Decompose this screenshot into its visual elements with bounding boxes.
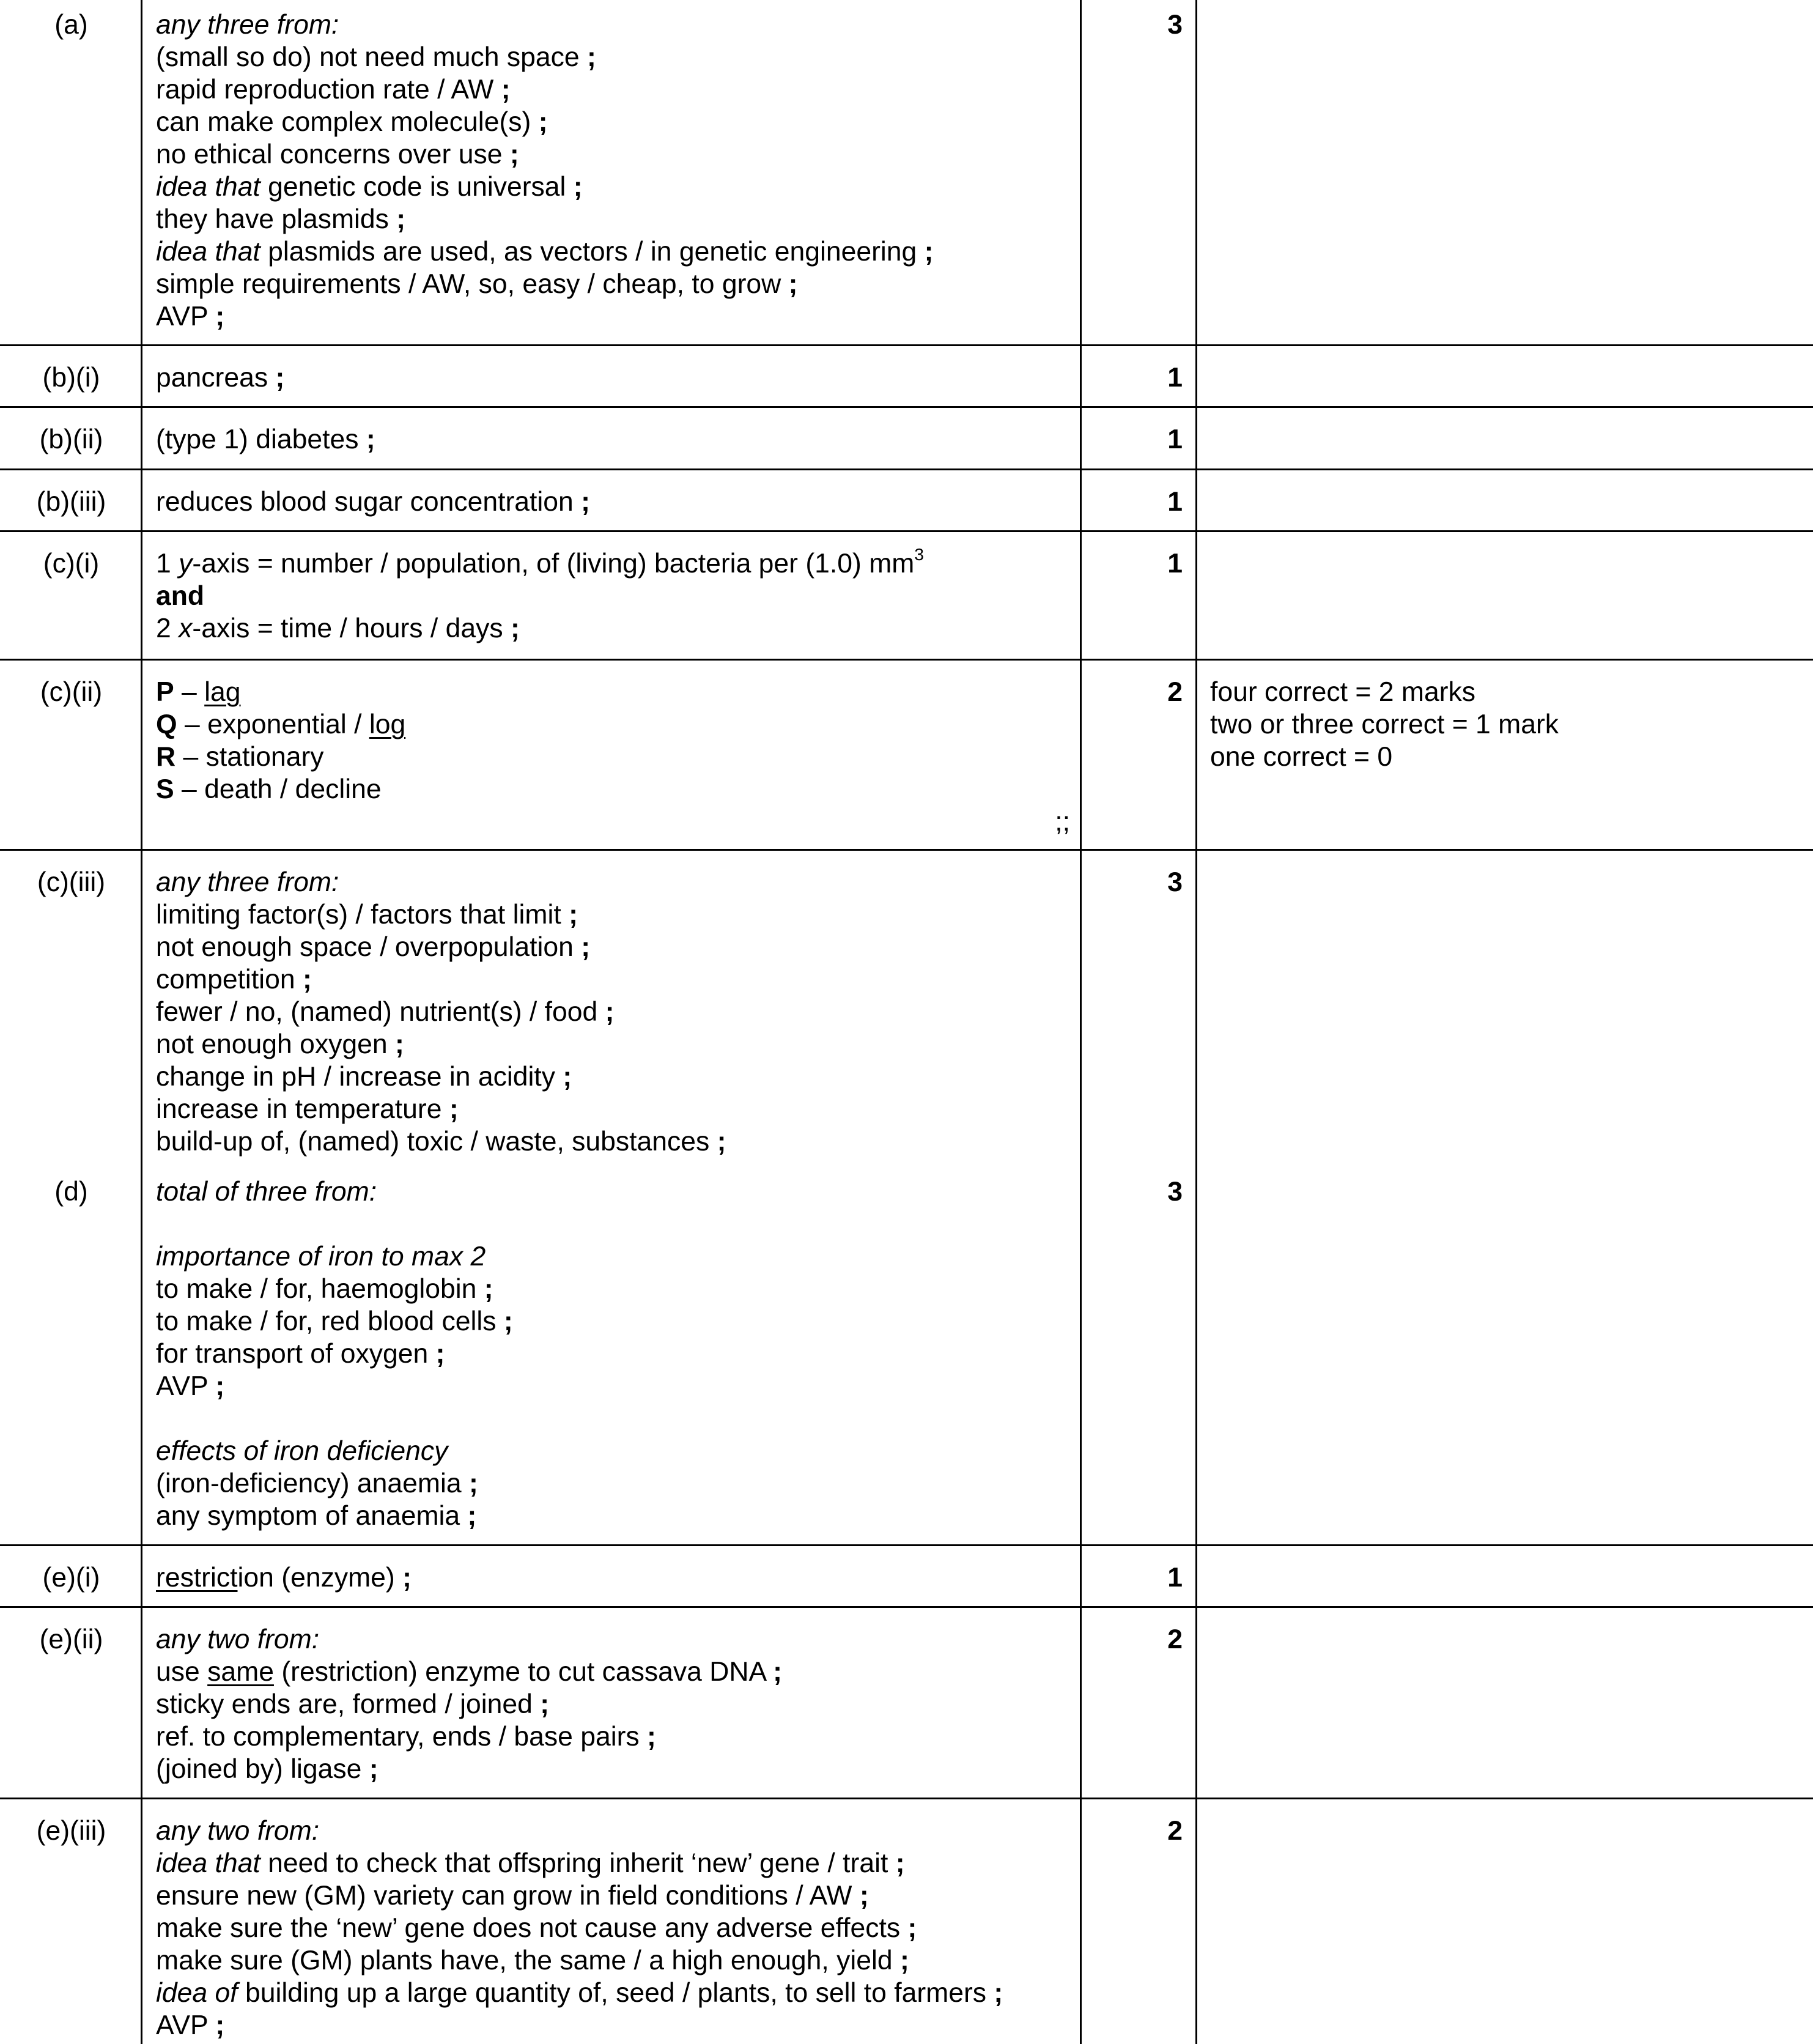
answer-text-run: idea that	[156, 237, 260, 267]
answer-text-run: lag	[204, 677, 241, 707]
answer-line	[156, 773, 1073, 805]
answer-line	[156, 1370, 1073, 1402]
answer-text-run: ;	[435, 1339, 445, 1369]
answer-line	[156, 1623, 1073, 1656]
mark-value: 1	[1167, 549, 1183, 579]
answer-line	[156, 9, 1073, 41]
answer-text-run: effects of iron deficiency	[156, 1436, 448, 1466]
answer-line	[156, 1720, 1073, 1753]
row-divider	[0, 1606, 1813, 1608]
answer-text-run: use	[156, 1657, 208, 1687]
guidance-line: four correct = 2 marks	[1210, 677, 1476, 707]
answer-text-run: pancreas	[156, 363, 276, 393]
answer-line	[156, 866, 1073, 898]
answer-text-run: ;	[501, 75, 511, 105]
answer-text-run: ;	[449, 1094, 459, 1124]
answer-text-run: not enough oxygen	[156, 1029, 395, 1059]
answer-cell	[156, 9, 1073, 333]
row-divider	[0, 849, 1813, 851]
answer-text-run: ;	[510, 613, 520, 643]
row-divider	[0, 344, 1813, 346]
answer-line	[156, 1028, 1073, 1061]
guidance-line: one correct = 0	[1210, 742, 1393, 772]
answer-line	[156, 106, 1073, 138]
answer-text-run: build-up of, (named) toxic / waste, substances	[156, 1127, 717, 1157]
answer-text-run: make sure the ‘new’ gene does not cause any adverse effects	[156, 1913, 908, 1943]
row-divider	[0, 659, 1813, 661]
answer-text-run: (small so do) not need much space	[156, 42, 587, 72]
answer-text-run: x	[179, 613, 193, 643]
answer-text-run: importance of iron to max 2	[156, 1242, 486, 1272]
answer-line	[156, 1688, 1073, 1720]
guidance-line: two or three correct = 1 mark	[1210, 709, 1559, 739]
mark-value: 3	[1167, 1177, 1183, 1207]
mark-value: 1	[1167, 487, 1183, 517]
answer-line	[156, 1240, 1073, 1273]
answer-line	[156, 547, 1073, 580]
answer-cell	[156, 486, 1073, 518]
answer-text-run: P	[156, 677, 174, 707]
answer-text-run: not enough space / overpopulation	[156, 932, 582, 962]
answer-line	[156, 1500, 1073, 1532]
answer-text-run: restrict	[156, 1563, 238, 1593]
answer-text-run: ;	[647, 1722, 656, 1752]
answer-text-run: make sure (GM) plants have, the same / a high enough, yield	[156, 1946, 900, 1975]
answer-text-run: plasmids are used, as vectors / in genetic engineering	[260, 237, 925, 267]
answer-text-run: ;	[788, 269, 798, 299]
answer-cell	[156, 423, 1073, 456]
answer-line	[156, 1977, 1073, 2009]
answer-text-run: idea of	[156, 1978, 238, 2008]
answer-line	[156, 1753, 1073, 1785]
answer-text-run: ;	[586, 42, 596, 72]
answer-text-run: limiting factor(s) / factors that limit	[156, 900, 569, 930]
answer-line	[156, 1061, 1073, 1093]
answer-line	[156, 580, 1073, 612]
answer-line	[156, 41, 1073, 73]
answer-cell	[156, 1815, 1073, 2042]
answer-line	[156, 1305, 1073, 1338]
answer-text-run: ;	[215, 2010, 225, 2040]
mark-value: 3	[1167, 10, 1183, 40]
answer-text-run: any symptom of anaemia	[156, 1501, 468, 1531]
answer-line	[156, 1435, 1073, 1467]
question-number: (b)(iii)	[36, 487, 106, 517]
answer-text-run: ;	[396, 204, 406, 234]
answer-text-run: ;	[467, 1501, 477, 1531]
answer-line	[156, 171, 1073, 203]
mark-value: 1	[1167, 424, 1183, 454]
answer-text-run: ;	[573, 172, 583, 202]
answer-text-run: -axis = number / population, of (living) bacteria per (1.0) mm	[192, 549, 915, 579]
answer-text-run: – stationary	[175, 742, 324, 772]
answer-line	[156, 1093, 1073, 1125]
answer-line	[156, 203, 1073, 235]
answer-text-run: AVP	[156, 1371, 216, 1401]
answer-line	[156, 2009, 1073, 2042]
answer-text-run: ;	[563, 1062, 572, 1092]
question-number: (c)(iii)	[37, 867, 106, 897]
answer-cell	[156, 1623, 1073, 1785]
answer-text-run: ;	[369, 1754, 378, 1784]
row-divider	[0, 468, 1813, 470]
answer-text-run: ;	[924, 237, 934, 267]
blank-line	[156, 1208, 1073, 1240]
answer-cell	[156, 1176, 1073, 1532]
answer-cell	[156, 547, 1073, 645]
answer-line	[156, 268, 1073, 300]
answer-text-run: increase in temperature	[156, 1094, 449, 1124]
answer-text-run: –	[174, 677, 205, 707]
question-number: (c)(ii)	[40, 677, 103, 707]
answer-line	[156, 73, 1073, 106]
answer-text-run: AVP	[156, 302, 216, 331]
answer-line	[156, 1467, 1073, 1500]
answer-text-run: no ethical concerns over use	[156, 139, 510, 169]
answer-text-run: any three from:	[156, 10, 339, 40]
answer-text-run: S	[156, 774, 174, 804]
answer-line	[156, 1125, 1073, 1158]
answer-line	[156, 708, 1073, 741]
answer-line	[156, 486, 1073, 518]
answer-text-run: any two from:	[156, 1816, 320, 1846]
answer-line	[156, 676, 1073, 708]
answer-text-run: idea that	[156, 1848, 260, 1878]
answer-line	[156, 741, 1073, 773]
answer-text-run: log	[369, 709, 406, 739]
question-number: (e)(i)	[42, 1563, 100, 1593]
answer-text-run: building up a large quantity of, seed / plants, to sell to farmers	[237, 1978, 994, 2008]
answer-line	[156, 1656, 1073, 1688]
answer-text-run: to make / for, red blood cells	[156, 1306, 504, 1336]
answer-text-run: genetic code is universal	[260, 172, 574, 202]
answer-text-run: fewer / no, (named) nutrient(s) / food	[156, 997, 605, 1027]
answer-text-run: ;	[895, 1848, 905, 1878]
answer-text-run: ;	[994, 1978, 1003, 2008]
column-divider	[1195, 0, 1197, 2044]
answer-line	[156, 361, 1073, 394]
answer-text-run: 3	[914, 545, 924, 565]
answer-line	[156, 996, 1073, 1028]
answer-line	[156, 423, 1073, 456]
guidance-cell	[1210, 676, 1809, 773]
answer-cell	[156, 866, 1073, 1158]
answer-cell	[156, 361, 1073, 394]
mark-value: 2	[1167, 677, 1183, 707]
answer-text-run: idea that	[156, 172, 260, 202]
mark-value: 2	[1167, 1816, 1183, 1846]
answer-text-run: simple requirements / AW, so, easy / cheap, to grow	[156, 269, 789, 299]
answer-text-run: ;	[581, 487, 590, 517]
answer-text-run: AVP	[156, 2010, 216, 2040]
answer-text-run: ;	[468, 1468, 478, 1498]
answer-text-run: same	[207, 1657, 274, 1687]
answer-text-run: rapid reproduction rate / AW	[156, 75, 501, 105]
answer-text-run: total of three from:	[156, 1177, 377, 1207]
answer-text-run: ;	[509, 139, 519, 169]
answer-text-run: ion (enzyme)	[237, 1563, 403, 1593]
answer-text-run: ;	[717, 1127, 726, 1157]
answer-text-run: ;	[302, 965, 312, 994]
answer-text-run: to make / for, haemoglobin	[156, 1274, 484, 1304]
answer-cell	[156, 1561, 1073, 1594]
answer-text-run: reduces blood sugar concentration	[156, 487, 582, 517]
answer-text-run: ;	[484, 1274, 493, 1304]
question-number: (d)	[54, 1177, 88, 1207]
answer-line	[156, 1273, 1073, 1305]
answer-text-run: (joined by) ligase	[156, 1754, 369, 1784]
answer-line	[156, 1912, 1073, 1944]
answer-line	[156, 235, 1073, 268]
row-divider	[0, 406, 1813, 408]
answer-line	[156, 1561, 1073, 1594]
answer-line	[156, 300, 1073, 333]
answer-text-run: Q	[156, 709, 177, 739]
answer-text-run: ;	[581, 932, 591, 962]
answer-text-run: R	[156, 742, 176, 772]
answer-line	[156, 963, 1073, 996]
answer-text-run: – death / decline	[174, 774, 382, 804]
answer-text-run: y	[179, 549, 193, 579]
blank-line	[156, 1402, 1073, 1435]
question-number: (b)(i)	[42, 363, 100, 393]
answer-text-run: ;	[503, 1306, 513, 1336]
answer-text-run: need to check that offspring inherit ‘new’ gene / trait	[260, 1848, 896, 1878]
question-number: (e)(iii)	[36, 1816, 106, 1846]
answer-text-run: ;	[540, 1689, 550, 1719]
row-divider	[0, 530, 1813, 532]
answer-line	[156, 1176, 1073, 1208]
question-number: (b)(ii)	[39, 424, 103, 454]
mark-value: 1	[1167, 363, 1183, 393]
answer-text-run: 1	[156, 549, 179, 579]
mark-value: 2	[1167, 1624, 1183, 1654]
mark-value: 3	[1167, 867, 1183, 897]
marking-points-semicolons: ;;	[1055, 807, 1070, 837]
answer-text-run: (type 1) diabetes	[156, 424, 366, 454]
answer-cell	[156, 676, 1073, 805]
answer-line	[156, 1847, 1073, 1879]
row-divider	[0, 1544, 1813, 1546]
answer-text-run: ;	[366, 424, 375, 454]
answer-text-run: ;	[859, 1881, 869, 1911]
answer-text-run: ;	[394, 1029, 404, 1059]
answer-text-run: ref. to complementary, ends / base pairs	[156, 1722, 648, 1752]
column-divider	[1080, 0, 1082, 2044]
question-number: (c)(i)	[43, 549, 100, 579]
answer-line	[156, 1815, 1073, 1847]
mark-value: 1	[1167, 1563, 1183, 1593]
answer-text-run: ;	[402, 1563, 412, 1593]
answer-text-run: ;	[215, 1371, 225, 1401]
answer-text-run: and	[156, 581, 205, 611]
answer-line	[156, 898, 1073, 931]
answer-text-run: 2	[156, 613, 179, 643]
answer-text-run: (restriction) enzyme to cut cassava DNA	[273, 1657, 774, 1687]
answer-text-run: sticky ends are, formed / joined	[156, 1689, 541, 1719]
answer-text-run: can make complex molecule(s)	[156, 107, 539, 137]
question-number: (e)(ii)	[39, 1624, 103, 1654]
answer-text-run: ;	[899, 1946, 909, 1975]
answer-line	[156, 1944, 1073, 1977]
answer-text-run: ;	[907, 1913, 917, 1943]
answer-text-run: ;	[275, 363, 285, 393]
answer-line	[156, 1879, 1073, 1912]
question-number: (a)	[54, 10, 88, 40]
answer-text-run: (iron-deficiency) anaemia	[156, 1468, 469, 1498]
answer-text-run: -axis = time / hours / days	[192, 613, 511, 643]
answer-text-run: they have plasmids	[156, 204, 397, 234]
column-divider	[141, 0, 142, 2044]
answer-text-run: ensure new (GM) variety can grow in field conditions / AW	[156, 1881, 860, 1911]
answer-line	[156, 931, 1073, 963]
answer-text-run: any two from:	[156, 1624, 320, 1654]
answer-line	[156, 1338, 1073, 1370]
answer-text-run: for transport of oxygen	[156, 1339, 436, 1369]
answer-text-run: ;	[538, 107, 548, 137]
answer-text-run: competition	[156, 965, 303, 994]
answer-text-run: – exponential /	[177, 709, 369, 739]
answer-text-run: ;	[569, 900, 578, 930]
answer-text-run: ;	[215, 302, 225, 331]
answer-line	[156, 612, 1073, 645]
answer-line	[156, 138, 1073, 171]
answer-text-run: any three from:	[156, 867, 339, 897]
answer-text-run: change in pH / increase in acidity	[156, 1062, 563, 1092]
answer-text-run: ;	[605, 997, 615, 1027]
answer-text-run: ;	[773, 1657, 782, 1687]
row-divider	[0, 1798, 1813, 1799]
